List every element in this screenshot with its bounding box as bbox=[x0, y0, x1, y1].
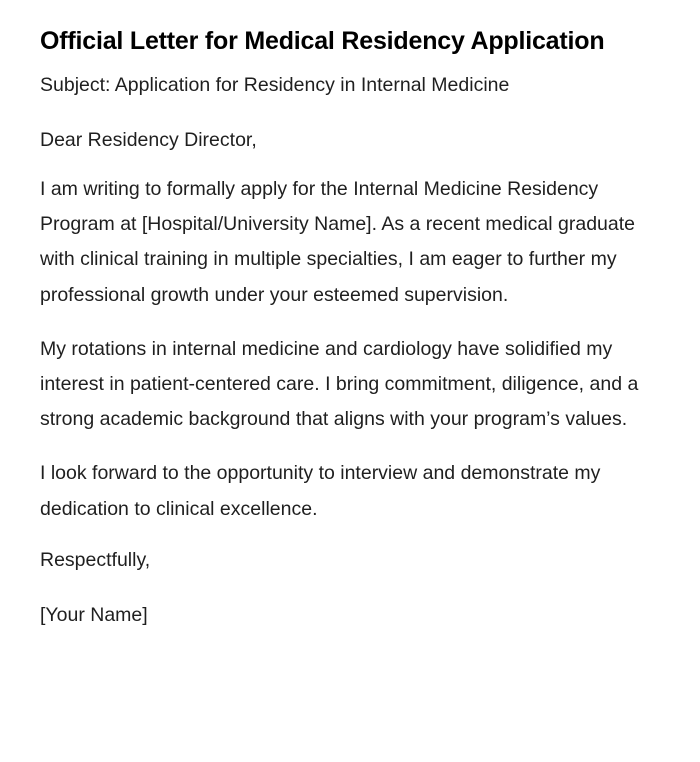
letter-signature: [Your Name] bbox=[40, 603, 148, 626]
letter-salutation: Dear Residency Director, bbox=[40, 129, 257, 151]
letter-subject: Subject: Application for Residency in Internal Medicine bbox=[40, 74, 510, 96]
letter-title: Official Letter for Medical Residency Application bbox=[40, 27, 605, 55]
letter-paragraph-closing: I look forward to the opportunity to interview and demonstrate my dedication to clinical excellence. bbox=[40, 462, 601, 520]
letter-paragraph-intro: I am writing to formally apply for the Internal Medicine Residency Program at [Hospital/University Name]. As a recent medical graduate with clinical training in multiple specialties, I am eager to further my professional growth under your esteemed supervision. bbox=[40, 178, 636, 306]
letter-closing: Respectfully, bbox=[40, 548, 151, 571]
letter-paragraph-experience: My rotations in internal medicine and cardiology have solidified my interest in patient-centered care. I bring commitment, diligence, and a strong academic background that aligns with your program’s values. bbox=[40, 337, 639, 431]
